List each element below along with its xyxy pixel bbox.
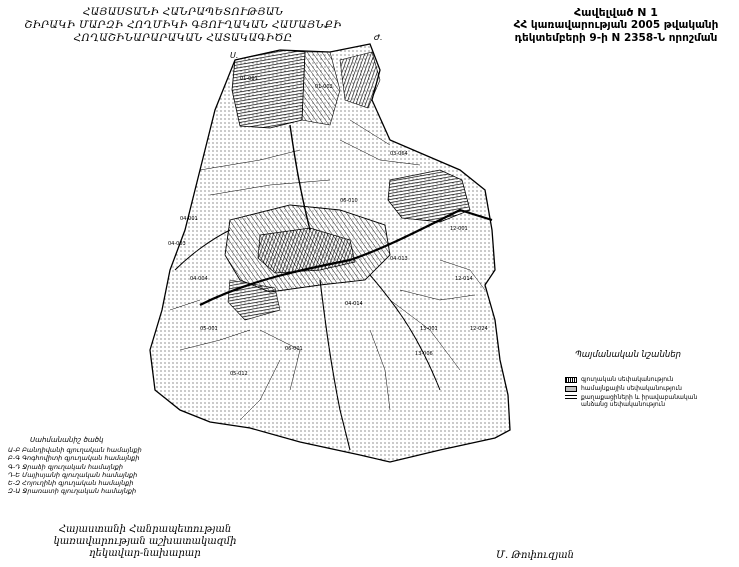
- legend-item: [565, 394, 697, 401]
- parcel-block-northeast: [340, 52, 380, 108]
- signatory-line-2: կառավարության աշխատակազմի: [53, 536, 237, 547]
- parcel-label: 04-013: [390, 256, 408, 262]
- convention-item: Գ-Դ Ջրաձի գյուղական համայնքի: [8, 462, 123, 471]
- parcel-label: 06-010: [340, 198, 358, 204]
- appendix-decree-line-2: դեկտեմբերի 9-ի N 2358-Ն որոշման: [514, 32, 718, 44]
- parcel-label: 05-012: [230, 371, 248, 377]
- parcel-label: 04-004: [190, 276, 208, 282]
- signatory-line-1: Հայաստանի Հանրապետության: [58, 524, 232, 535]
- legend-title: Պայմանական նշաններ: [575, 350, 681, 360]
- appendix-decree-line-1: ՀՀ կառավարության 2005 թվականի: [513, 19, 719, 31]
- north-marker: Ս.: [230, 51, 239, 60]
- convention-item: Ե-Զ Հոյուղինի գյուղական համայնքի: [8, 479, 134, 488]
- east-marker: Ժ.: [374, 33, 383, 42]
- title-line-1: ՀԱՅԱՍՏԱՆԻ ՀԱՆՐԱՊԵՏՈՒԹՅԱՆ: [82, 6, 284, 18]
- legend-label: համայնքային սեփականություն: [581, 385, 682, 392]
- parcel-label: 12-001: [450, 226, 468, 232]
- parcel-label: 01-001: [240, 76, 258, 82]
- convention-item: Զ-Ա Ջրառատի գյուղական համայնքի: [8, 487, 137, 496]
- title-line-3: ՀՈՂԱՇԻՆԱՐԱՐԱԿԱՆ ՀԱՏԱԿԱԳԻԾԸ: [73, 32, 293, 44]
- parcel-label: 12-014: [455, 276, 473, 282]
- parcel-label: 06-001: [285, 346, 303, 352]
- legend-swatch: [565, 395, 577, 399]
- appendix-number: Հավելված N 1: [574, 6, 658, 19]
- legend-item-continued: [581, 401, 665, 408]
- legend-swatch: [565, 386, 577, 392]
- parcel-label: 04-014: [345, 301, 363, 307]
- parcel-label: 05-001: [200, 326, 218, 332]
- legend-item: [565, 385, 682, 392]
- boundary-conventions: [8, 436, 142, 495]
- convention-item: Դ-Ե Մայիսյանի գյուղական համայնքի: [8, 470, 138, 479]
- convention-item: Ա-Բ Բանդիվանի գյուղական համայնքի: [8, 446, 142, 455]
- parcel-label: 01-002: [315, 84, 333, 90]
- legend-label: գյուղական սեփականություն: [581, 376, 674, 383]
- parcel-label: 04-003: [168, 241, 186, 247]
- parcel-label: 13-006: [415, 351, 433, 357]
- legend-label: անձանց սեփականություն: [581, 401, 666, 408]
- legend-item: [565, 376, 673, 383]
- parcel-label: 13-001: [420, 326, 438, 332]
- convention-item: Բ-Գ Գոգհովիտի գյուղական համայնքի: [8, 454, 140, 463]
- parcel-label: 04-001: [180, 216, 198, 222]
- title-line-2: ՇԻՐԱԿԻ ՄԱՐԶԻ ՀՈՂՄԻԿԻ ԳՅՈՒՂԱԿԱՆ ՀԱՄԱՅՆՔԻ: [24, 19, 342, 31]
- parcel-block-north: [232, 50, 305, 128]
- parcel-label: 03-064: [390, 151, 408, 157]
- cadastral-map: [140, 30, 560, 470]
- signatory-line-3: ղեկավար-նախարար: [89, 548, 201, 559]
- legend-label: քաղաքացիների և իրավաբանական: [581, 394, 698, 401]
- signatory-name: Մ. Թոփուզյան: [496, 550, 574, 561]
- parcel-block-east: [388, 170, 470, 222]
- parcel-label: 12-024: [470, 326, 488, 332]
- legend-swatch: [565, 377, 577, 383]
- conventions-header: Սահմանանիշ ծածկ: [30, 436, 104, 444]
- signatory-title: [20, 524, 270, 560]
